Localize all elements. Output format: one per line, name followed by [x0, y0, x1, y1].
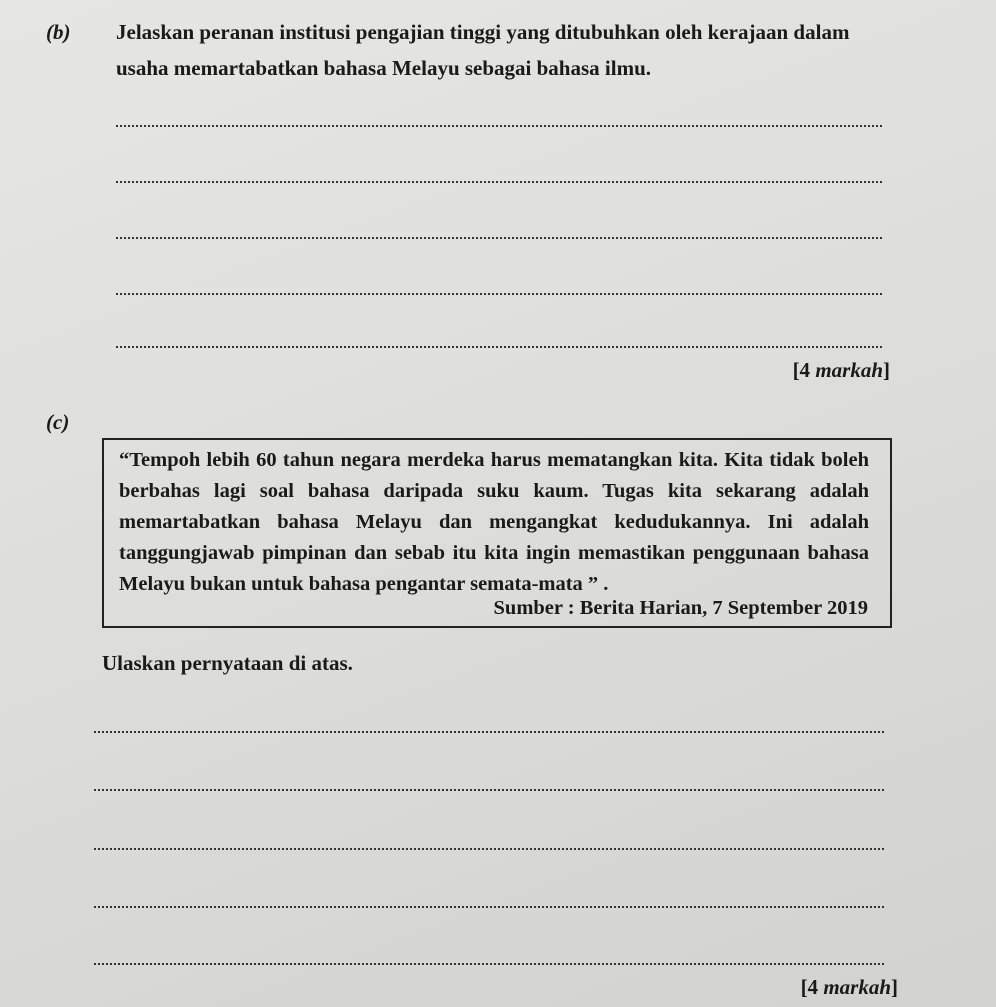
part-c-instruction: Ulaskan pernyataan di atas.: [102, 651, 353, 675]
part-b-marks: [793, 358, 890, 382]
answer-line-c-1: [94, 731, 884, 733]
quote-source: Sumber : Berita Harian, 7 September 2019: [493, 597, 868, 619]
part-c-marks-word: markah: [823, 975, 891, 999]
part-c-label: (c): [46, 410, 70, 434]
part-b-label: (b): [46, 20, 71, 44]
answer-line-b-4: [116, 293, 882, 295]
part-b-marks-word: markah: [815, 358, 883, 382]
part-b-marks-close: ]: [883, 358, 890, 382]
part-c-marks: [801, 975, 898, 999]
answer-line-b-3: [116, 237, 882, 239]
answer-line-c-4: [94, 906, 884, 908]
part-b-question: Jelaskan peranan institusi pengajian tinggi yang ditubuhkan oleh kerajaan dalam usaha memartabatkan bahasa Melayu sebagai bahasa ilmu.: [116, 20, 850, 80]
part-c-marks-close: ]: [891, 975, 898, 999]
answer-line-c-3: [94, 848, 884, 850]
answer-line-c-2: [94, 789, 884, 791]
answer-line-b-1: [116, 125, 882, 127]
quote-box: [102, 438, 892, 628]
answer-line-b-2: [116, 181, 882, 183]
part-c-marks-open: [4: [800, 975, 824, 999]
quote-text: “Tempoh lebih 60 tahun negara merdeka harus mematangkan kita. Kita tidak boleh berbahas lagi soal bahasa daripada suku kaum. Tugas kita sekarang adalah memartabatkan bahasa Melayu dan mengangkat kedudukannya. Ini adalah tanggungjawab pimpinan dan sebab itu kita ingin memastikan penggunaan bahasa Melayu bukan untuk bahasa pengantar semata-mata ” .: [119, 449, 869, 595]
answer-line-c-5: [94, 963, 884, 965]
answer-line-b-5: [116, 346, 882, 348]
part-b-marks-open: [4: [792, 358, 816, 382]
